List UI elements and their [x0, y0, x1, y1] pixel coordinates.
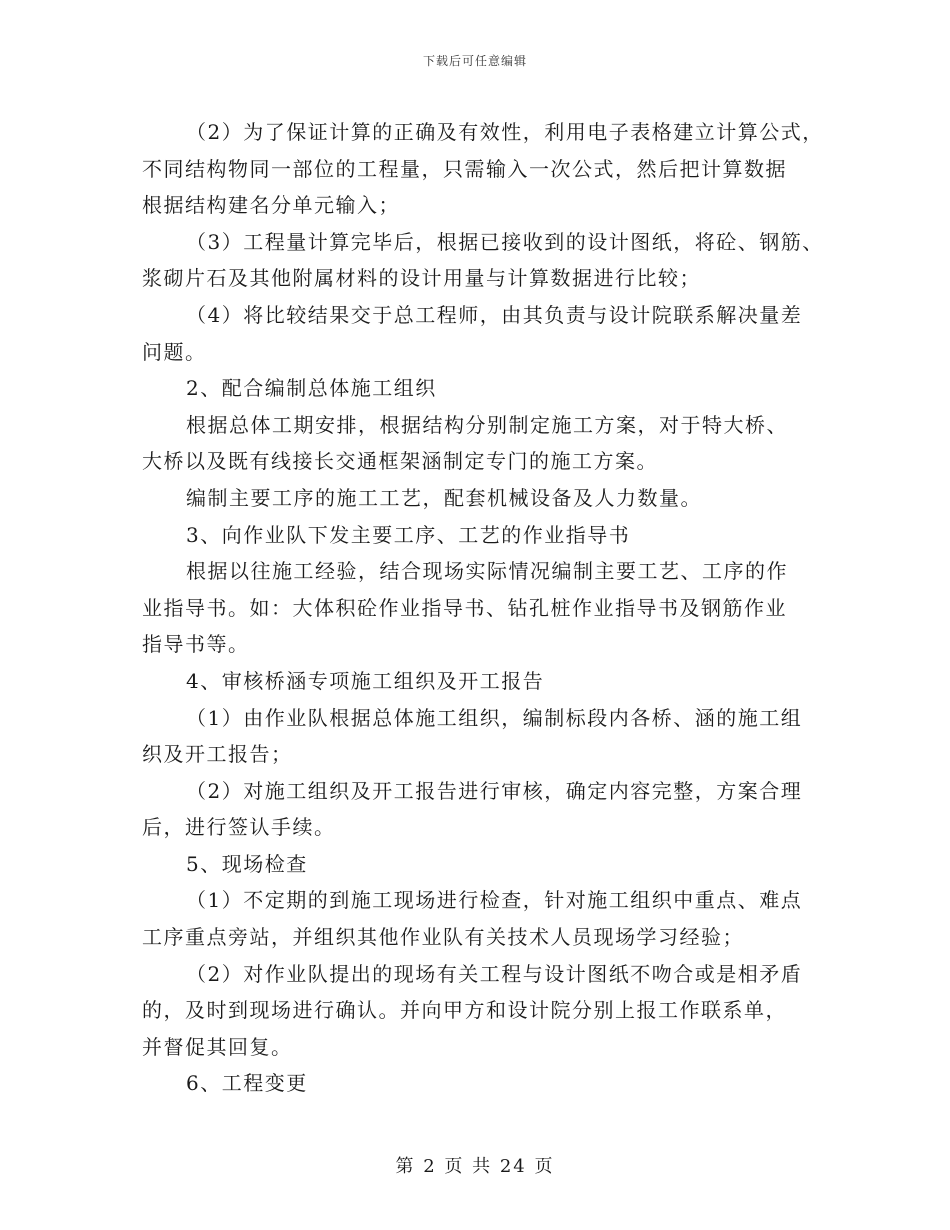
paragraph-line: （2）对施工组织及开工报告进行审核，确定内容完整，方案合理 — [186, 778, 803, 803]
paragraph-line: 工序重点旁站，并组织其他作业队有关技术人员现场学习经验； — [142, 925, 744, 950]
paragraph-line: 指导书等。 — [142, 632, 250, 657]
section-heading: 5、现场检查 — [186, 851, 308, 876]
paragraph-line: （3）工程量计算完毕后，根据已接收到的设计图纸，将砼、钢筋、 — [186, 229, 824, 254]
section-heading: 3、向作业队下发主要工序、工艺的作业指导书 — [186, 522, 631, 547]
paragraph-line: 根据结构建名分单元输入； — [142, 193, 400, 218]
paragraph-line: 的，及时到现场进行确认。并向甲方和设计院分别上报工作联系单， — [142, 998, 787, 1023]
document-body — [142, 114, 824, 1102]
page-header: 下载后可任意编辑 — [422, 54, 527, 68]
paragraph-line: （4）将比较结果交于总工程师，由其负责与设计院联系解决量差 — [186, 302, 803, 327]
paragraph-line: 不同结构物同一部位的工程量，只需输入一次公式，然后把计算数据 — [142, 156, 787, 181]
paragraph-line: 后，进行签认手续。 — [142, 815, 336, 840]
paragraph-line: （2）对作业队提出的现场有关工程与设计图纸不吻合或是相矛盾 — [186, 961, 803, 986]
paragraph-line: 业指导书。如：大体积砼作业指导书、钻孔桩作业指导书及钢筋作业 — [142, 595, 787, 620]
section-heading: 2、配合编制总体施工组织 — [186, 376, 437, 401]
paragraph-line: （1）由作业队根据总体施工组织，编制标段内各桥、涵的施工组 — [186, 705, 803, 730]
section-heading: 4、审核桥涵专项施工组织及开工报告 — [186, 668, 545, 693]
paragraph-line: 编制主要工序的施工工艺，配套机械设备及人力数量。 — [186, 485, 702, 510]
paragraph-line: 并督促其回复。 — [142, 1034, 293, 1059]
page-number-footer: 第 2 页 共 24 页 — [395, 1156, 555, 1177]
paragraph-line: （1）不定期的到施工现场进行检查，针对施工组织中重点、难点 — [186, 888, 803, 913]
paragraph-line: （2）为了保证计算的正确及有效性，利用电子表格建立计算公式， — [186, 120, 824, 144]
paragraph-line: 问题。 — [142, 339, 207, 364]
paragraph-line: 浆砌片石及其他附属材料的设计用量与计算数据进行比较； — [142, 266, 701, 291]
paragraph-line: 织及开工报告； — [142, 742, 293, 767]
section-heading: 6、工程变更 — [186, 1071, 308, 1096]
paragraph-line: 根据以往施工经验，结合现场实际情况编制主要工艺、工序的作 — [186, 559, 788, 584]
paragraph-line: 大桥以及既有线接长交通框架涵制定专门的施工方案。 — [142, 449, 658, 474]
paragraph-line: 根据总体工期安排，根据结构分别制定施工方案，对于特大桥、 — [186, 412, 788, 437]
